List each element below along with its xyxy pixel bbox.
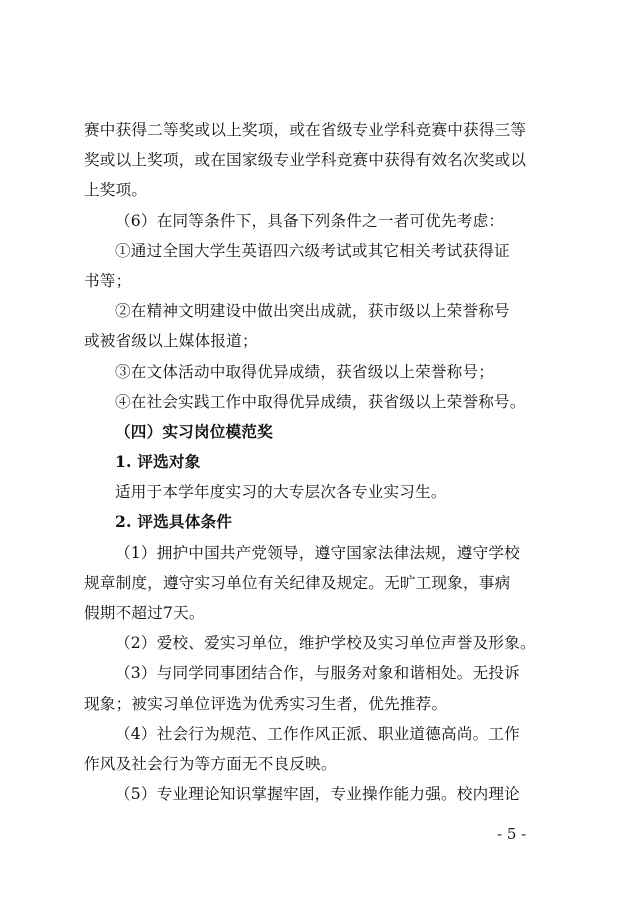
text-line: 或被省级以上媒体报道； [84, 332, 258, 351]
text-line: 奖或以上奖项，或在国家级专业学科竞赛中获得有效名次奖或以 [84, 151, 527, 170]
text-line: （3）与同学同事团结合作，与服务对象和谐相处。无投诉 [115, 664, 520, 683]
text-line: 规章制度，遵守实习单位有关纪律及规定。无旷工现象，事病 [84, 573, 511, 592]
text-line: 上奖项。 [84, 181, 148, 200]
document-body [84, 115, 564, 809]
subsection-heading: 2. 评选具体条件 [115, 512, 233, 532]
text-line: 假期不超过7天。 [84, 604, 205, 622]
text-line: ②在精神文明建设中做出突出成就，获市级以上荣誉称号 [115, 302, 510, 321]
page-number: - 5 - [497, 825, 527, 843]
section-heading: （四）实习岗位模范奖 [115, 421, 273, 441]
text-line: （4）社会行为规范、工作作风正派、职业道德高尚。工作 [115, 724, 520, 743]
text-line: （6）在同等条件下，具备下列条件之一者可优先考虑： [115, 211, 505, 230]
subsection-heading: 1. 评选对象 [115, 452, 201, 472]
text-line: （2）爱校、爱实习单位，维护学校及实习单位声誉及形象。 [115, 634, 536, 653]
text-line: ④在社会实践工作中取得优异成绩，获省级以上荣誉称号。 [115, 392, 526, 411]
text-line: 作风及社会行为等方面无不良反映。 [84, 754, 337, 773]
text-line: （1）拥护中国共产党领导，遵守国家法律法规，遵守学校 [115, 543, 520, 562]
text-line: ①通过全国大学生英语四六级考试或其它相关考试获得证 [115, 241, 510, 260]
text-line: 适用于本学年度实习的大专层次各专业实习生。 [115, 483, 447, 502]
text-line: 现象；被实习单位评选为优秀实习生者，优先推荐。 [84, 694, 448, 713]
text-line: 赛中获得二等奖或以上奖项，或在省级专业学科竞赛中获得三等 [84, 121, 527, 139]
text-line: 书等； [84, 271, 132, 290]
text-line: ③在文体活动中取得优异成绩，获省级以上荣誉称号； [115, 362, 495, 381]
text-line: （5）专业理论知识掌握牢固，专业操作能力强。校内理论 [115, 785, 520, 804]
